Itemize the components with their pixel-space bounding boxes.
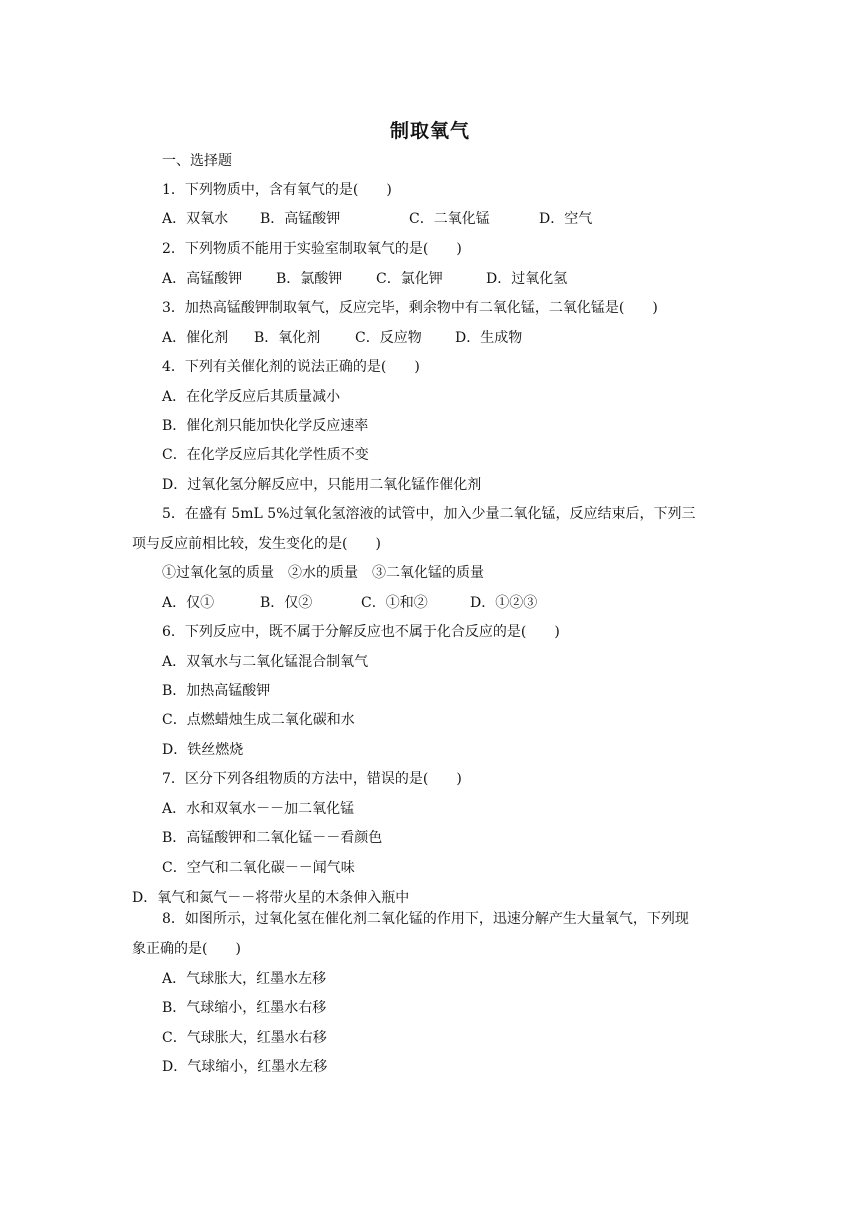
q5-option-a: A．仅① <box>162 595 215 611</box>
question-5-stem-line-1: 5．在盛有 5mL 5%过氧化氢溶液的试管中，加入少量二氧化锰，反应结束后，下列三 <box>162 506 696 522</box>
q1-option-c: C．二氧化锰 <box>409 211 490 227</box>
q6-option-b: B．加热高锰酸钾 <box>162 683 271 699</box>
q4-option-d: D．过氧化氢分解反应中，只能用二氧化锰作催化剂 <box>162 477 482 493</box>
q6-option-c: C．点燃蜡烛生成二氧化碳和水 <box>162 712 355 728</box>
question-1-options <box>162 209 592 229</box>
page-title: 制取氧气 <box>389 120 470 142</box>
q7-option-c: C．空气和二氧化碳－－闻气味 <box>162 860 355 876</box>
q3-option-c: C．反应物 <box>355 330 422 346</box>
question-8-stem-line-2: 象正确的是( ) <box>132 941 241 957</box>
question-2-stem: 2．下列物质不能用于实验室制取氧气的是( ) <box>162 241 462 257</box>
q6-option-d: D．铁丝燃烧 <box>162 742 244 758</box>
q1-option-d: D．空气 <box>539 211 593 227</box>
question-2-options <box>162 269 567 289</box>
q8-option-a: A．气球胀大，红墨水左移 <box>162 971 327 987</box>
question-3-options <box>162 328 522 348</box>
q6-option-a: A．双氧水与二氧化锰混合制氧气 <box>162 654 369 670</box>
q1-option-a: A．双氧水 <box>162 211 229 227</box>
q1-option-b: B．高锰酸钾 <box>260 211 341 227</box>
q2-option-b: B．氯酸钾 <box>276 271 343 287</box>
question-4-stem: 4．下列有关催化剂的说法正确的是( ) <box>162 359 420 375</box>
q5-option-c: C．①和② <box>361 595 428 611</box>
q7-option-a: A．水和双氧水－－加二氧化锰 <box>162 801 355 817</box>
q7-option-b: B．高锰酸钾和二氧化锰－－看颜色 <box>162 830 383 846</box>
question-3-stem: 3．加热高锰酸钾制取氧气，反应完毕，剩余物中有二氧化锰，二氧化锰是( ) <box>162 300 658 316</box>
q4-option-b: B．催化剂只能加快化学反应速率 <box>162 418 369 434</box>
question-6-stem: 6．下列反应中，既不属于分解反应也不属于化合反应的是( ) <box>162 624 560 640</box>
q2-option-a: A．高锰酸钾 <box>162 271 243 287</box>
q2-option-c: C．氯化钾 <box>376 271 443 287</box>
q5-option-d: D．①②③ <box>470 595 538 611</box>
q8-option-b: B．气球缩小，红墨水右移 <box>162 1000 327 1016</box>
q3-option-d: D．生成物 <box>455 330 523 346</box>
question-1-stem: 1．下列物质中，含有氧气的是( ) <box>162 182 392 198</box>
question-5-options <box>162 593 537 613</box>
q5-option-b: B．仅② <box>260 595 313 611</box>
q2-option-d: D．过氧化氢 <box>486 271 568 287</box>
q4-option-a: A．在化学反应后其质量减小 <box>162 389 341 405</box>
q3-option-b: B．氧化剂 <box>254 330 321 346</box>
q3-option-a: A．催化剂 <box>162 330 229 346</box>
question-5-items: ①过氧化氢的质量 ②水的质量 ③二氧化锰的质量 <box>162 565 484 581</box>
question-7-stem: 7．区分下列各组物质的方法中，错误的是( ) <box>162 771 462 787</box>
q4-option-c: C．在化学反应后其化学性质不变 <box>162 447 369 463</box>
q7-option-d: D．氧气和氮气－－将带火星的木条伸入瓶中 <box>132 890 410 906</box>
section-heading: 一、选择题 <box>162 153 232 169</box>
q8-option-d: D．气球缩小，红墨水左移 <box>162 1059 328 1075</box>
question-8-stem-line-1: 8．如图所示，过氧化氢在催化剂二氧化锰的作用下，迅速分解产生大量氧气，下列现 <box>162 911 689 927</box>
q8-option-c: C．气球胀大，红墨水右移 <box>162 1030 327 1046</box>
question-5-stem-line-2: 项与反应前相比较，发生变化的是( ) <box>132 536 381 552</box>
